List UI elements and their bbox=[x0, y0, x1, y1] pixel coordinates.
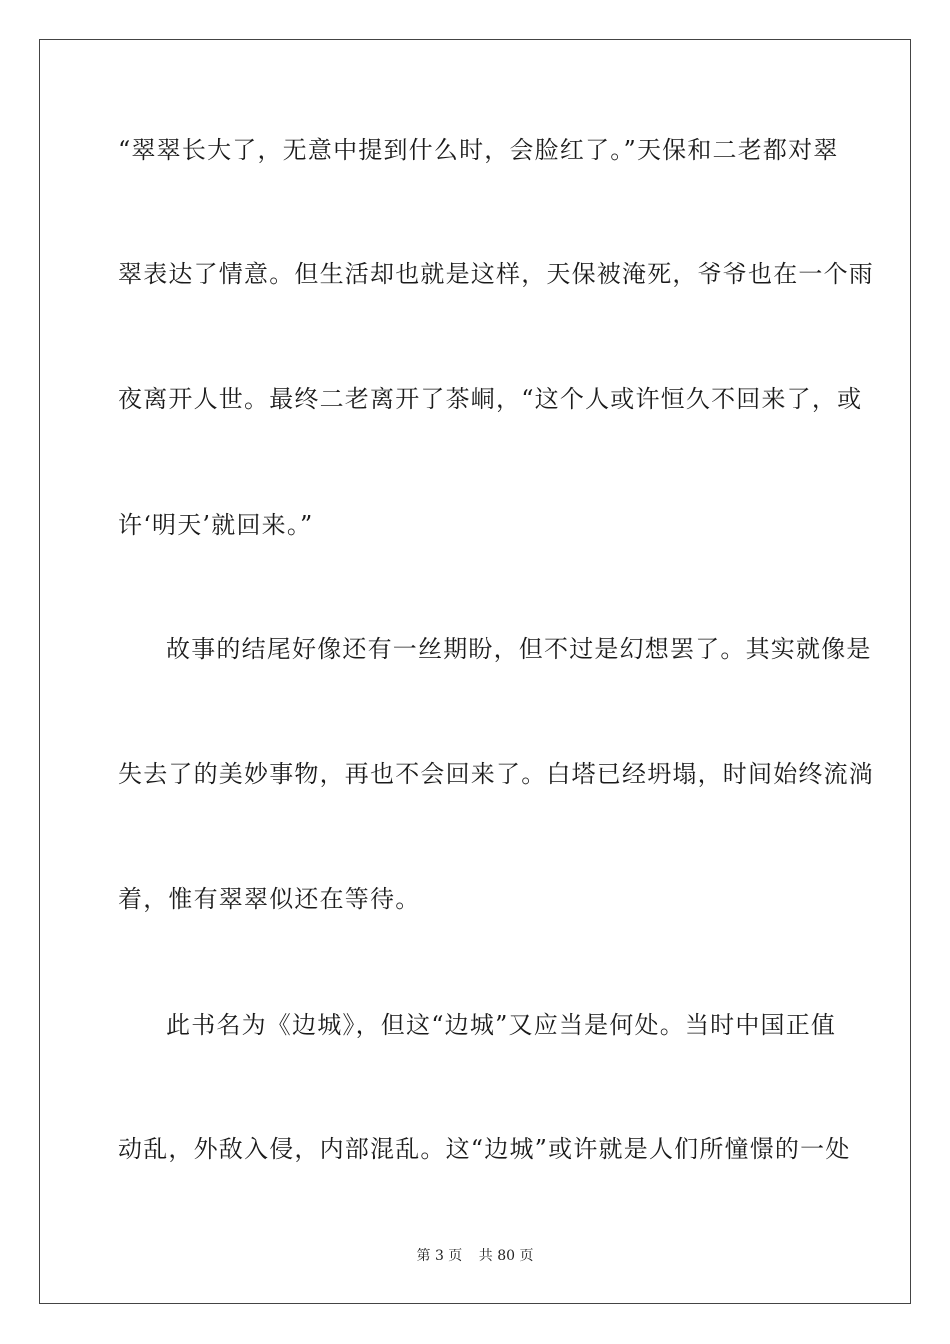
text-line-8: 此书名为《边城》，但这“边城”又应当是何处。当时中国正值 bbox=[166, 1011, 837, 1039]
text-line-5: 故事的结尾好像还有一丝期盼，但不过是幻想罢了。其实就像是 bbox=[166, 635, 872, 663]
page-number: 第 3 页 bbox=[416, 1248, 463, 1264]
text-line-7: 着，惟有翠翠似还在等待。 bbox=[118, 885, 421, 913]
page-total: 共 80 页 bbox=[478, 1248, 534, 1264]
page-border bbox=[39, 39, 911, 1304]
page-footer bbox=[0, 1247, 950, 1265]
text-line-9: 动乱，外敌入侵，内部混乱。这“边城”或许就是人们所憧憬的一处 bbox=[118, 1135, 851, 1163]
text-line-1: “翠翠长大了，无意中提到什么时，会脸红了。”天保和二老都对翠 bbox=[118, 136, 839, 164]
text-line-3: 夜离开人世。最终二老离开了茶峒，“这个人或许恒久不回来了，或 bbox=[118, 385, 863, 413]
text-line-6: 失去了的美妙事物，再也不会回来了。白塔已经坍塌，时间始终流淌 bbox=[118, 760, 874, 788]
text-line-4: 许‘明天’就回来。” bbox=[118, 511, 314, 539]
text-line-2: 翠表达了情意。但生活却也就是这样，天保被淹死，爷爷也在一个雨 bbox=[118, 260, 874, 288]
